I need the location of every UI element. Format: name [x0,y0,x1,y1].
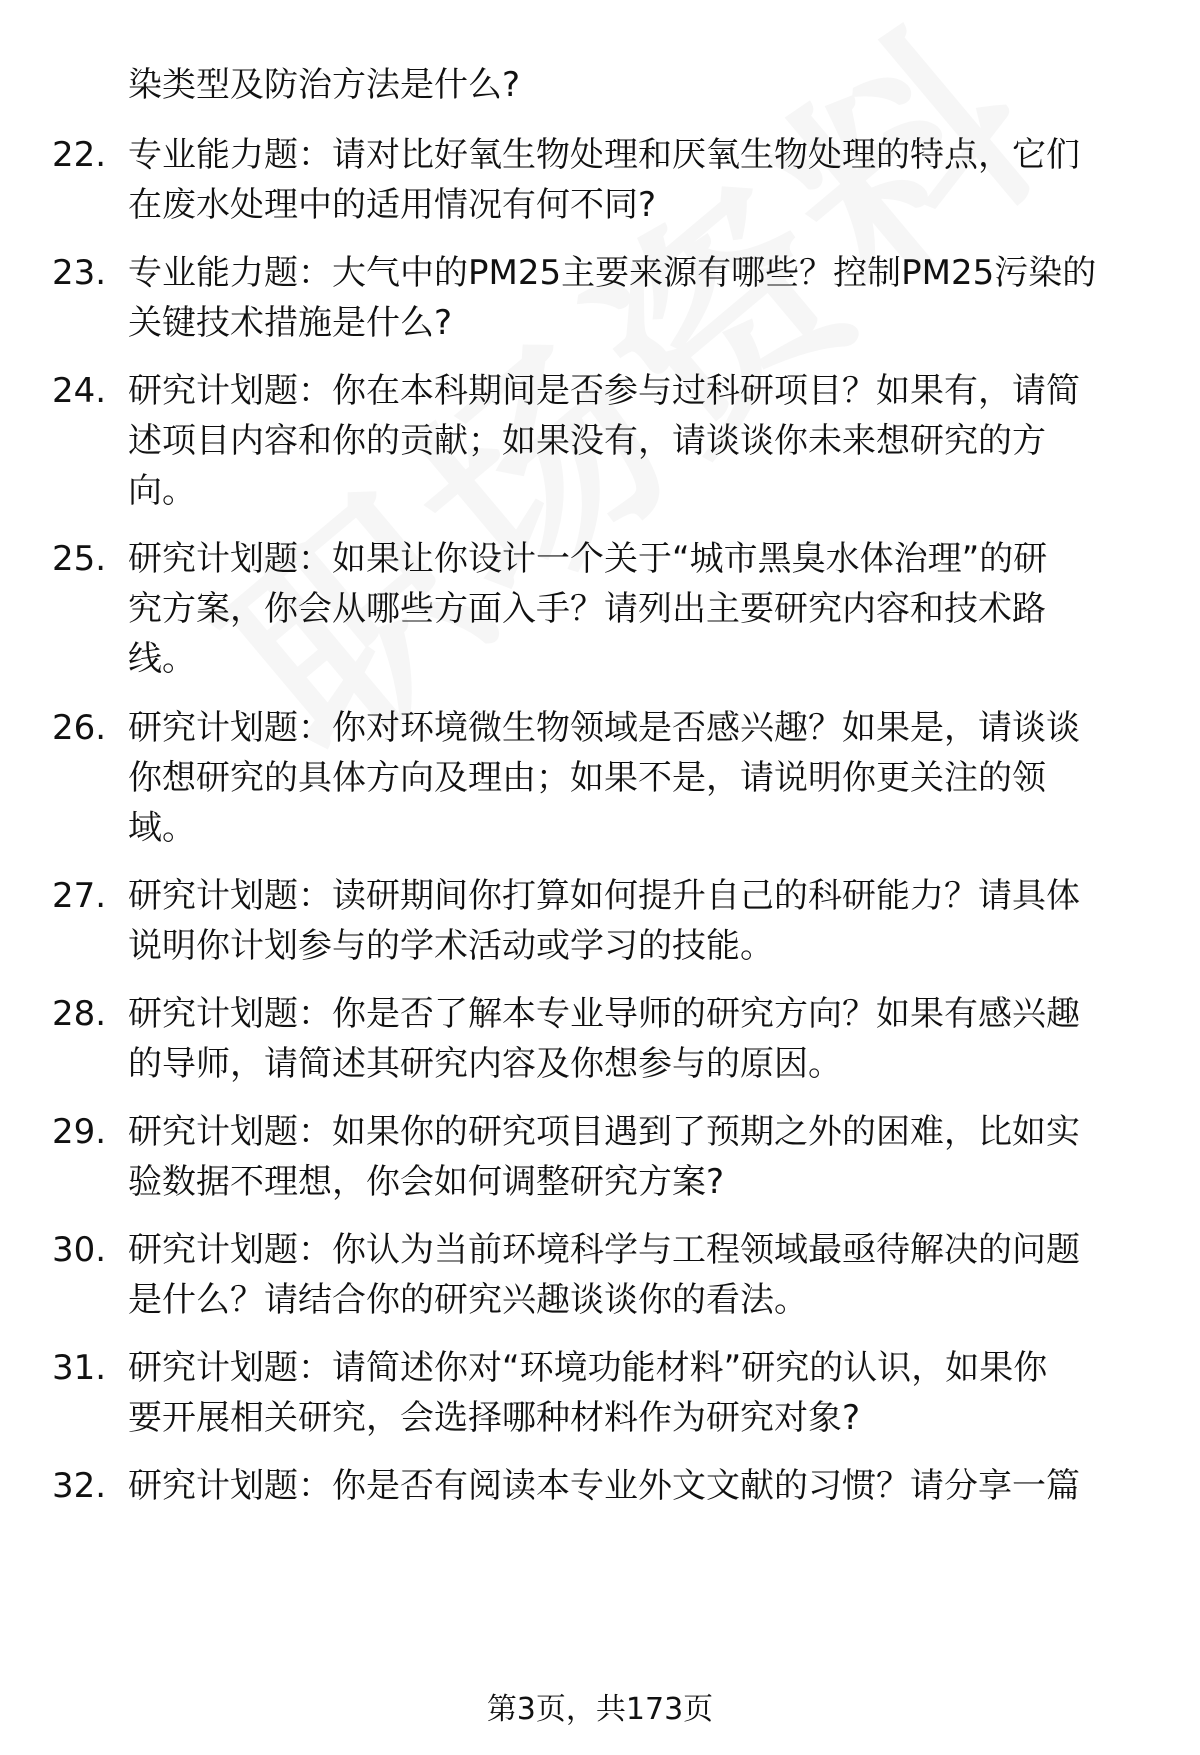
question-text: 研究计划题：你对环境微生物领域是否感兴趣？如果是，请谈谈 你想研究的具体方向及理由；如果不是，请说明你更关注的领 域。 [128,708,1080,848]
question-number: 23. [52,253,107,293]
question-continuation: 染类型及防治方法是什么? [128,65,521,105]
question-text: 专业能力题：大气中的PM25主要来源有哪些？控制PM25污染的 关键技术措施是什么? [128,253,1097,343]
question-number: 25. [52,539,107,579]
question-text: 专业能力题：请对比好氧生物处理和厌氧生物处理的特点，它们 在废水处理中的适用情况有何不同? [128,135,1080,225]
page-footer: 第3页，共173页 [486,1692,714,1727]
question-number: 28. [52,994,107,1034]
question-number: 29. [52,1112,107,1152]
question-text: 研究计划题：你认为当前环境科学与工程领域最亟待解决的问题 是什么？请结合你的研究兴趣谈谈你的看法。 [128,1230,1080,1320]
question-text: 研究计划题：读研期间你打算如何提升自己的科研能力？请具体 说明你计划参与的学术活动或学习的技能。 [128,876,1080,966]
question-text: 研究计划题：你是否了解本专业导师的研究方向？如果有感兴趣 的导师，请简述其研究内容及你想参与的原因。 [128,994,1080,1084]
question-text: 研究计划题：如果让你设计一个关于“城市黑臭水体治理”的研 究方案，你会从哪些方面入手？请列出主要研究内容和技术路 线。 [128,539,1048,679]
question-text: 研究计划题：你是否有阅读本专业外文文献的习惯？请分享一篇 [128,1466,1080,1506]
question-text: 研究计划题：你在本科期间是否参与过科研项目？如果有，请简 述项目内容和你的贡献；如果没有，请谈谈你未来想研究的方 向。 [128,371,1080,511]
question-number: 32. [52,1466,107,1506]
question-number: 30. [52,1230,107,1270]
question-text: 研究计划题：请简述你对“环境功能材料”研究的认识，如果你 要开展相关研究，会选择哪种材料作为研究对象? [128,1348,1048,1438]
question-number: 22. [52,135,107,175]
question-text: 研究计划题：如果你的研究项目遇到了预期之外的困难，比如实 验数据不理想，你会如何调整研究方案? [128,1112,1080,1202]
question-number: 31. [52,1348,107,1388]
question-number: 27. [52,876,107,916]
question-number: 24. [52,371,107,411]
question-number: 26. [52,708,107,748]
